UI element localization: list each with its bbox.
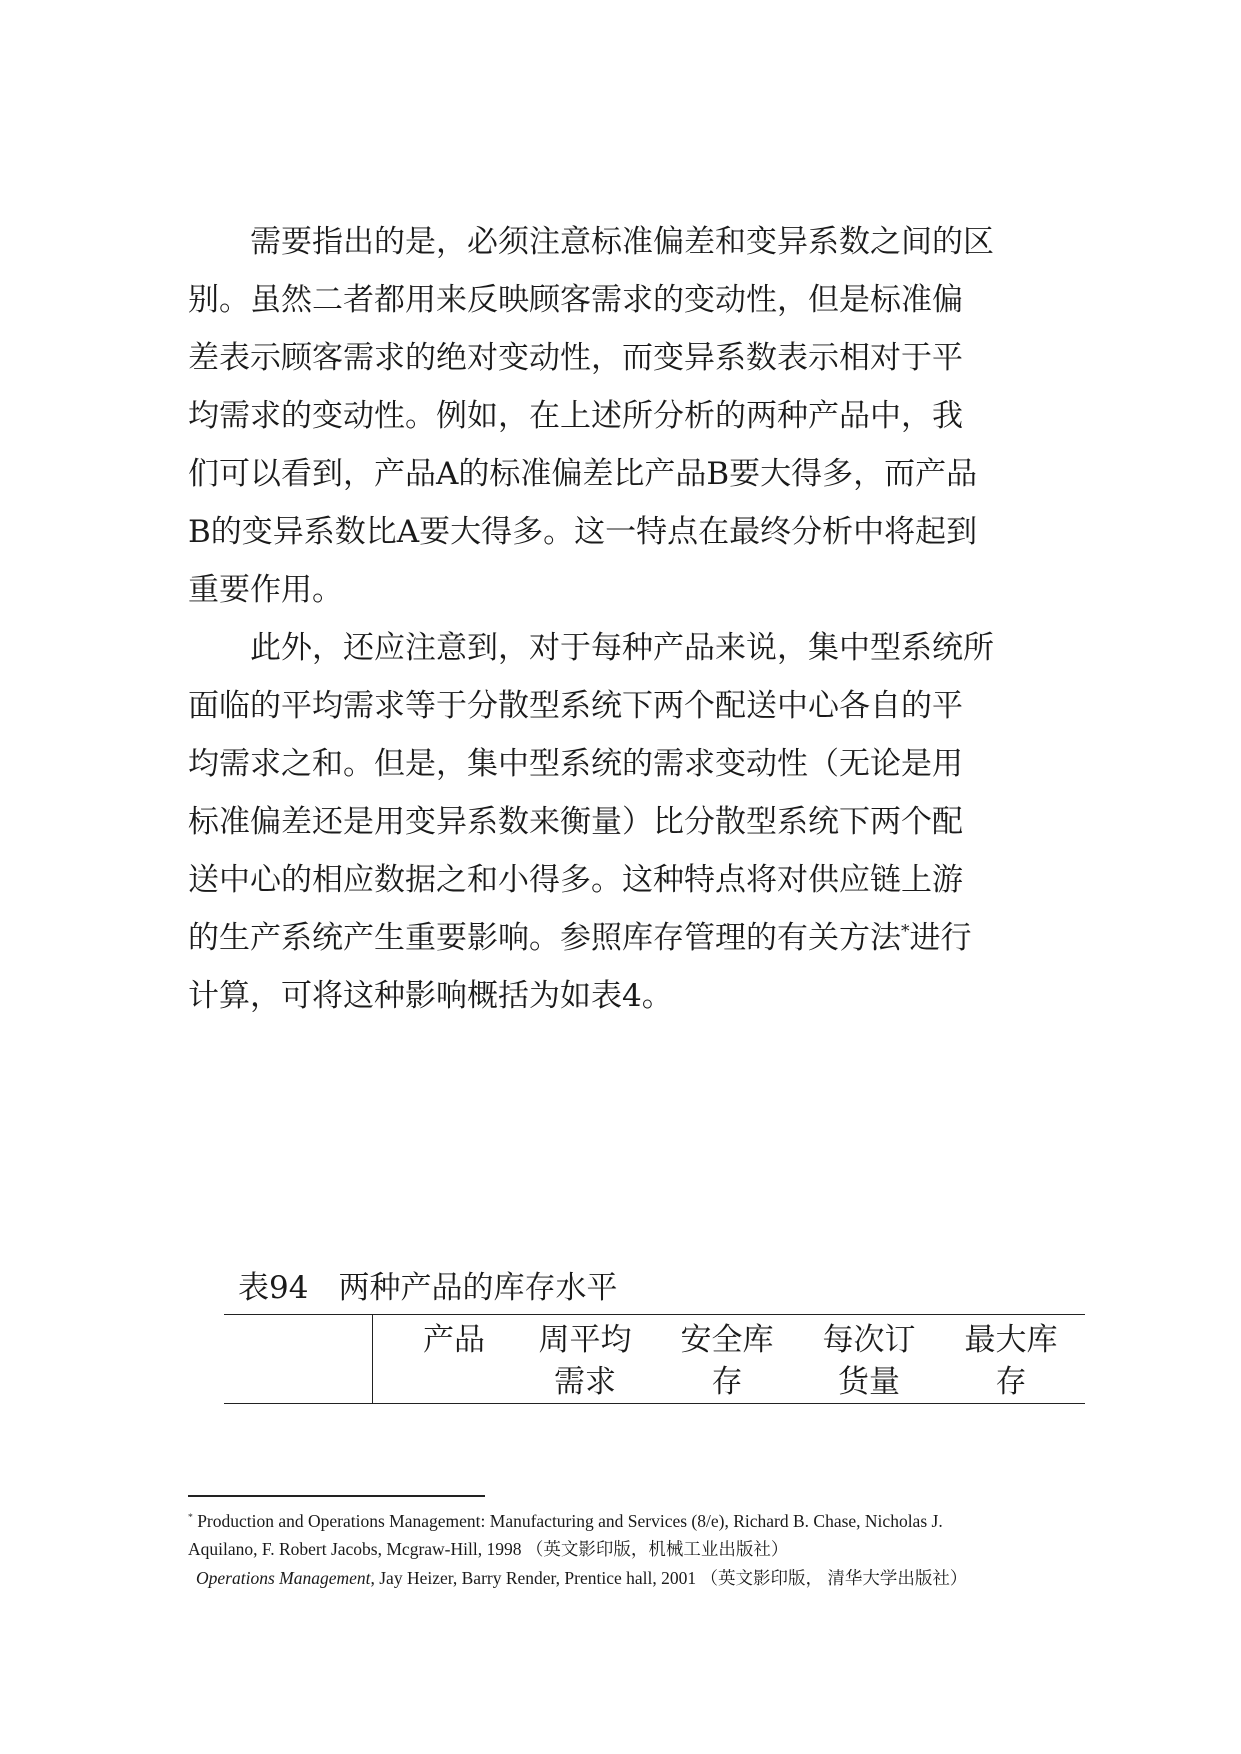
footnote-line (188, 1510, 943, 1532)
header-line: 周平均 (538, 1322, 632, 1358)
footnote-reference[interactable]: * (901, 921, 910, 942)
table-header-max-inventory (946, 1319, 1076, 1403)
footnote-mark: * (188, 1512, 193, 1524)
paragraph-1-line: 重要作用。 (188, 572, 343, 608)
paragraph-2-line: 送中心的相应数据之和小得多。这种特点将对供应链上游 (188, 862, 963, 898)
header-line: 货量 (838, 1364, 900, 1400)
paragraph-1-line: 均需求的变动性。例如，在上述所分析的两种产品中，我 (188, 398, 963, 434)
paragraph-2-text: 进行 (909, 920, 972, 956)
paragraph-1-line: 差表示顾客需求的绝对变动性，而变异系数表示相对于平 (188, 340, 963, 376)
paragraph-2-line (188, 918, 972, 958)
inventory-table (224, 1314, 1085, 1404)
paragraph-2-line: 均需求之和。但是，集中型系统的需求变动性（无论是用 (188, 746, 963, 782)
table-header-safety-stock (662, 1319, 792, 1403)
paragraph-1-line: 需要指出的是，必须注意标准偏差和变异系数之间的区 (188, 224, 994, 260)
footnote-separator (188, 1495, 485, 1497)
table-divider (372, 1315, 373, 1403)
header-line: 存 (711, 1364, 743, 1400)
table-header-weekly-demand (520, 1319, 650, 1403)
footnote-line: Aquilano, F. Robert Jacobs, Mcgraw-Hill, 1998 （英文影印版，机械工业出版社） (188, 1539, 789, 1559)
footnote-text: Production and Operations Management: Manufacturing and Services (8/e), Richard B. Chase, Nicholas J. (192, 1511, 943, 1531)
paragraph-2-line: 面临的平均需求等于分散型系统下两个配送中心各自的平 (188, 688, 963, 724)
footnote-line (196, 1567, 967, 1589)
header-line: 需求 (554, 1364, 616, 1400)
table-header-product (389, 1319, 519, 1361)
paragraph-1-line: 别。虽然二者都用来反映顾客需求的变动性，但是标准偏 (188, 282, 963, 318)
paragraph-1-line: B的变异系数比A要大得多。这一特点在最终分析中将起到 (188, 514, 978, 550)
header-line: 最大库 (964, 1322, 1058, 1358)
paragraph-2-line: 标准偏差还是用变异系数来衡量）比分散型系统下两个配 (188, 804, 963, 840)
table-header-order-quantity (804, 1319, 934, 1403)
table-title: 两种产品的库存水平 (338, 1270, 618, 1306)
header-line: 每次订 (822, 1322, 916, 1358)
header-line: 安全库 (680, 1322, 774, 1358)
paragraph-2-line: 此外，还应注意到，对于每种产品来说，集中型系统所 (188, 630, 994, 666)
paragraph-2-text: 的生产系统产生重要影响。参照库存管理的有关方法 (188, 920, 901, 956)
table-caption (238, 1268, 617, 1308)
header-line: 存 (995, 1364, 1027, 1400)
header-line: 产品 (423, 1322, 485, 1358)
footnote-book-title: Operations Management (196, 1568, 371, 1588)
table-number: 表94 (238, 1270, 309, 1306)
footnote-text: , Jay Heizer, Barry Render, Prentice hall, 2001 （英文影印版， 清华大学出版社） (370, 1568, 968, 1588)
paragraph-1-line: 们可以看到，产品A的标准偏差比产品B要大得多，而产品 (188, 456, 978, 492)
paragraph-2-line: 计算，可将这种影响概括为如表4。 (188, 978, 673, 1014)
